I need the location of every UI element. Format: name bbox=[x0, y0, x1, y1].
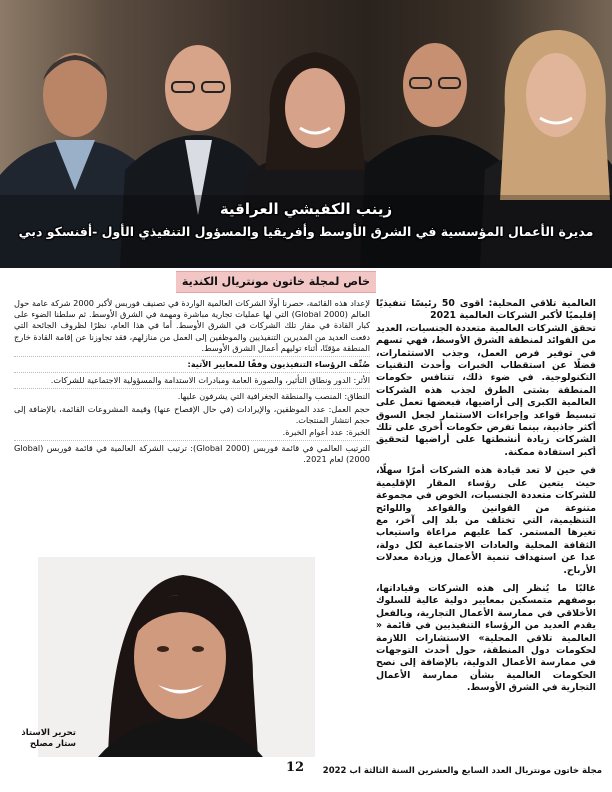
portrait-photo bbox=[38, 557, 315, 757]
page-number: 12 bbox=[286, 760, 305, 775]
woman-portrait bbox=[38, 557, 315, 757]
article-paragraph: تحقق الشركات العالمية متعددة الجنسيات، العديد من الفوائد لمنطقة الشرق الأوسط، فهي تسهم في توفير فرص العمل، وجذب الاستثمارات، فضلًا عن استقطاب الخبرات وأحدث التقنيات التكنولوجية. في ضوء ذلك، تتنافس حكومات المنطقة بشتى الطرق لجذب هذه الشركات العالمية الكبرى إلى أراضيها، فبعضها تعمل على تبسيط قواعد وإجراءات الاستثمار لجعل السوق أكثر جاذبية، بينما تفرض حكومات أخرى على تلك الشركات زيادة أنشطتها على أراضيها لتحقيق أكبر استفادة ممكنة. bbox=[376, 322, 596, 458]
exclusive-label: خاص لمجلة خاتون مونتريال الكندية bbox=[176, 271, 376, 293]
criteria-heading: صُنِّف الرؤساء التنفيذيون وفقًا للمعايير الآتية: bbox=[187, 359, 370, 370]
criteria-item: النطاق: المنصب والمنطقة الجغرافية التي يشرفون عليها. bbox=[177, 391, 370, 402]
hero-photo-banner bbox=[0, 0, 612, 268]
caption-line: ستار مصلح bbox=[29, 739, 76, 749]
article-paragraph: غالبًا ما يُنظر إلى هذه الشركات وقياداتها، بوصفهم متمسكين بمعايير دولية عالية للسلوك الأخلاقي في ممارسة الأعمال التجارية، وبالفعل يقدم العديد من الرؤساء التنفيذيين في قائمة « العالمية تلاقي المحلية» الاستشارات اللازمة لحكومات دول المنطقة، حول أحدث التوجهات في ممارسة الأعمال الدولية، بالإضافة إلى نصح الحكومات العالمية بشأن ممارسة الأعمال التجارية في الشرق الأوسط. bbox=[376, 582, 596, 694]
criteria-item: الترتيب العالمي في قائمة فوربس (Global 2000): ترتيب الشركة العالمية في قائمة فوربس (Global 2000) لعام 2021. bbox=[14, 443, 370, 465]
article-paragraph: العالمية تلاقي المحلية: أقوى 50 رئيسًا تنفيذيًا إقليميًا لأكبر الشركات العالمية 2021 bbox=[376, 298, 596, 322]
article-paragraph: في حين لا تعد قيادة هذه الشركات أمرًا سهلًا، حيث يتعين على رؤساء المقار الإقليمية للشركات متعددة الجنسيات، الخوض في مجموعة متنوعة من القوانين والقواعد واللوائح التنظيمية، التي تختلف من بلد إلى آخر، مع تغيرها المستمر. كما عليهم مراعاة واستيعاب الثقافة المحلية والعادات الاجتماعية لكل دولة، عدا عن استهداف تنمية الأعمال وزيادة معدلات الأرباح. bbox=[376, 465, 596, 576]
criteria-item: الأثر: الدور ونطاق التأثير، والصورة العامة ومبادرات الاستدامة والمسؤولية الاجتماعية للشركات. bbox=[50, 375, 370, 386]
criteria-item: حجم العمل: عدد الموظفين، والإيرادات (في حال الإفصاح عنها) وقيمة المشروعات القائمة، بالإضافة إلى حجم انتشار المنتجات. bbox=[14, 403, 370, 425]
editor-caption bbox=[18, 728, 76, 750]
profile-name: زينب الكفيشي العراقية bbox=[219, 200, 393, 218]
footer-issue-info: مجلة خاتون مونتريال العدد السابع والعشرين السنة الثالثة اب 2022 bbox=[322, 766, 602, 776]
article-right-column bbox=[376, 298, 596, 740]
profile-role: مديرة الأعمال المؤسسية في الشرق الأوسط وأفريقيا والمسؤول التنفيذي الأول -أفنسكو دبي bbox=[18, 224, 594, 239]
article-paragraph: لإعداد هذه القائمة، حصرنا أولًا الشركات العالمية الواردة في تصنيف فوربس لأكبر 2000 شركة عامة حول العالم (Global 2000) التي لها عمليات تجارية مباشرة ومهمة في الشرق الأوسط. ثم سلطنا الضوء على كبار القادة في مقار تلك الشركات في الشرق الأوسط. أما في هذا العام، نظرًا لظروف الجائحة التي دفعت العديد من المديرين التنفيذيين والموظفين إلى العمل من منازلهم، فقد تجاوزنا عن إقامة القادة خارج المنطقة مؤقتًا، أثناء توليهم أعمال الشرق الأوسط. bbox=[14, 298, 370, 353]
article-left-column bbox=[14, 298, 370, 550]
criteria-item: الخبرة: عدد أعوام الخبرة. bbox=[282, 427, 370, 438]
caption-line: تحرير الاستاذ bbox=[21, 728, 76, 738]
